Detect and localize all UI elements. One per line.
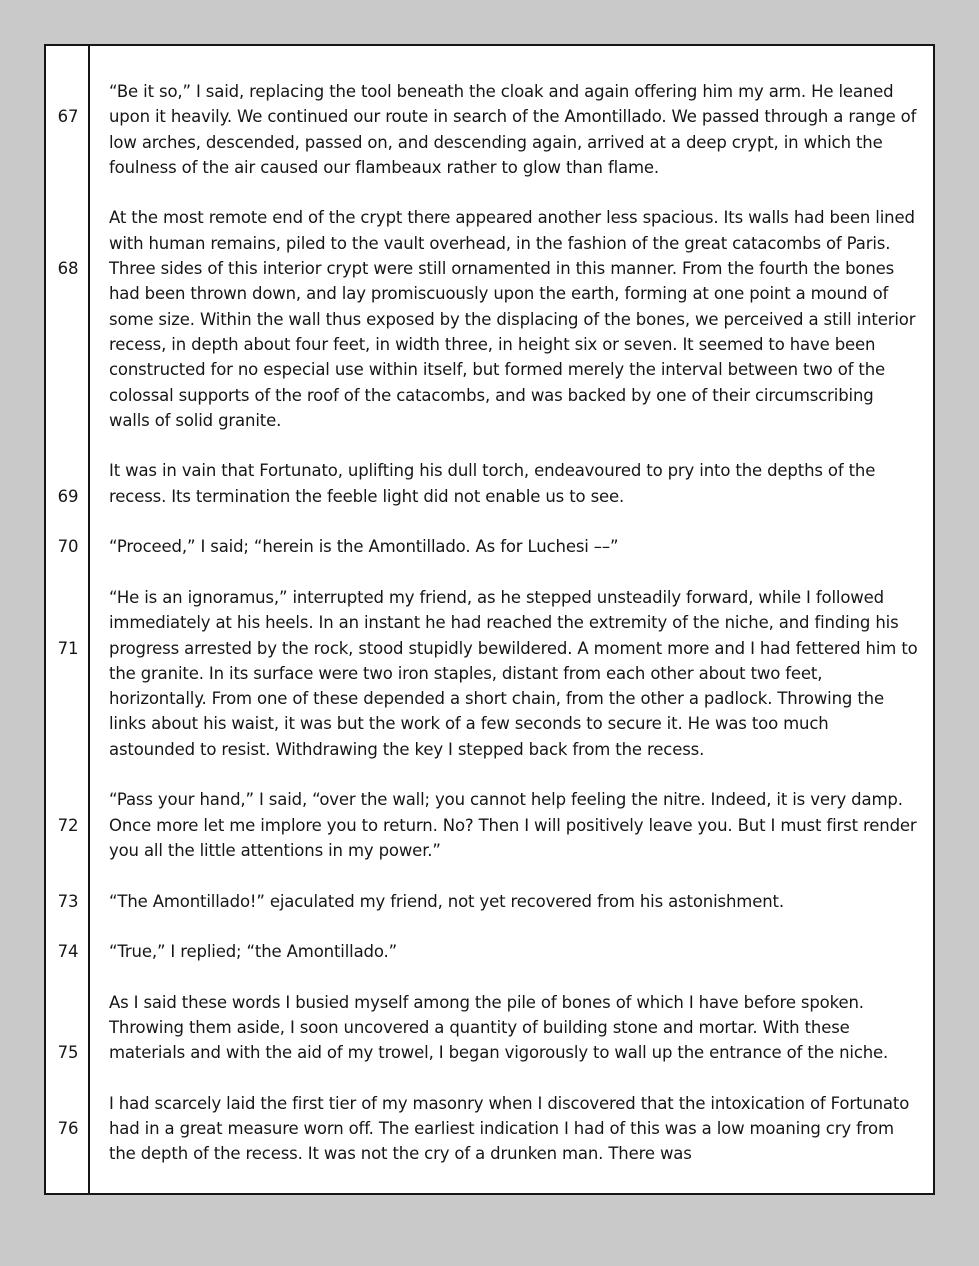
paragraph-row [46,1091,933,1167]
document-page [44,44,935,1195]
paragraph-row [46,787,933,863]
paragraph-row [46,79,933,180]
paragraph-text: “True,” I replied; “the Amontillado.” [109,942,398,962]
paragraph-text: “The Amontillado!” ejaculated my friend, not yet recovered from his astonishment. [109,891,784,911]
paragraph-number-cell [46,79,90,130]
paragraph-number-cell [46,990,90,1066]
paragraph-row [46,939,933,964]
paragraph-number: 75 [57,1043,79,1063]
paragraph-text: “He is an ignoramus,” interrupted my friend, as he stepped unsteadily forward, while I followed immediately at his heels. In an instant he had reached the extremity of the niche, and finding his progress arrested by the rock, stood stupidly bewildered. A moment more and I had fettered him to the granite. In its surface were two iron staples, distant from each other about two feet, horizontally. From one of these depended a short chain, from the other a padlock. Throwing the links about his waist, it was but the work of a few seconds to secure it. He was too much astounded to resist. Withdrawing the key I stepped back from the recess. [109,587,918,759]
paragraph-row [46,458,933,509]
paragraph-number: 67 [57,107,79,127]
paragraph-number: 72 [57,815,79,835]
paragraph-number: 76 [57,1119,79,1139]
paragraph-number-cell [46,534,90,559]
paragraph-text: “Pass your hand,” I said, “over the wall; you cannot help feeling the nitre. Indeed, it is very damp. Once more let me implore you to return. No? Then I will positively leave you. But I must first render you all the little attentions in my power.” [109,790,917,860]
paragraph-number: 68 [57,259,79,279]
paragraph-number-cell [46,787,90,838]
page-content [46,46,933,1167]
paragraph-text: I had scarcely laid the first tier of my masonry when I discovered that the intoxication of Fortunato had in a great measure worn off. The earliest indication I had of this was a low moaning cry from the depth of the recess. It was not the cry of a drunken man. There was [109,1093,910,1164]
paragraph-text: “Proceed,” I said; “herein is the Amontillado. As for Luchesi ––” [109,537,619,557]
paragraph-text: “Be it so,” I said, replacing the tool beneath the cloak and again offering him my arm. He leaned upon it heavily. We continued our route in search of the Amontillado. We passed through a range of low arches, descended, passed on, and descending again, arrived at a deep crypt, in which the foulness of the air caused our flambeaux rather to glow than flame. [109,82,917,177]
paragraph-number: 74 [57,942,79,962]
paragraph-row [46,585,933,762]
paragraph-row [46,534,933,559]
paragraph-number-cell [46,1091,90,1142]
paragraph-number: 70 [57,537,79,557]
paragraph-text: It was in vain that Fortunato, uplifting his dull torch, endeavoured to pry into the depths of the recess. Its termination the feeble light did not enable us to see. [109,461,876,506]
paragraph-number-cell [46,939,90,964]
paragraph-number-cell [46,458,90,509]
paragraph-number-cell [46,585,90,661]
paragraph-row [46,889,933,914]
paragraph-number-cell [46,205,90,281]
paragraph-number: 71 [57,638,79,658]
paragraph-row [46,990,933,1066]
paragraph-text: At the most remote end of the crypt there appeared another less spacious. Its walls had been lined with human remains, piled to the vault overhead, in the fashion of the great catacombs of Paris. Three sides of this interior crypt were still ornamented in this manner. From the fourth the bones had been thrown down, and lay promiscuously upon the earth, forming at one point a mound of some size. Within the wall thus exposed by the displacing of the bones, we perceived a still interior recess, in depth about four feet, in width three, in height six or seven. It seemed to have been constructed for no especial use within itself, but formed merely the interval between two of the colossal supports of the roof of the catacombs, and was backed by one of their circumscribing walls of solid granite. [109,208,916,430]
paragraph-text: As I said these words I busied myself among the pile of bones of which I have before spoken. Throwing them aside, I soon uncovered a quantity of building stone and mortar. With these materials and with the aid of my trowel, I began vigorously to wall up the entrance of the niche. [109,992,889,1063]
paragraph-number: 69 [57,486,79,506]
paragraph-row [46,205,933,433]
paragraph-number-cell [46,889,90,914]
paragraph-number: 73 [57,891,79,911]
